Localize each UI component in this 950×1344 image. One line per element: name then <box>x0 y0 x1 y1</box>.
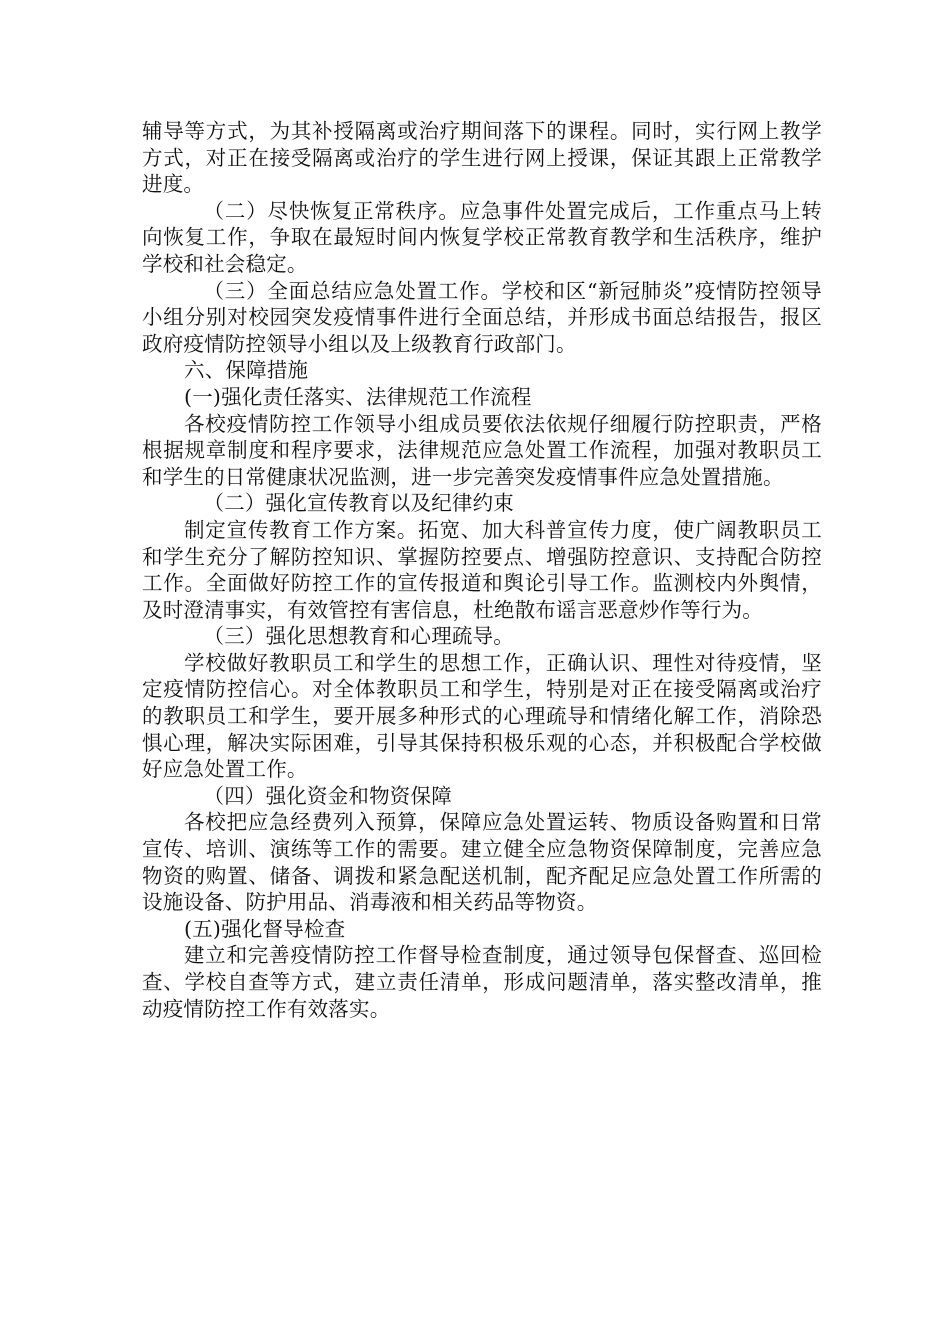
paragraph-psychology: 学校做好教职员工和学生的思想工作，正确认识、理性对待疫情，坚定疫情防控信心。对全体教职员工和学生，特别是对正在接受隔离或治疗的教职员工和学生，要开展多种形式的心理疏导和情绪化解工作，消除恐惧心理，解决实际困难，引导其保持积极乐观的心态，并积极配合学校做好应急处置工作。 <box>142 650 822 782</box>
section-heading: 六、保障措施 <box>184 358 309 383</box>
paragraph-supervision: 建立和完善疫情防控工作督导检查制度，通过领导包保督查、巡回检查、学校自查等方式，建立责任清单，形成问题清单，落实整改清单，推动疫情防控工作有效落实。 <box>142 943 822 1021</box>
paragraph-restore-order: （二）尽快恢复正常秩序。应急事件处置完成后，工作重点马上转向恢复工作，争取在最短时间内恢复学校正常教育教学和生活秩序，维护学校和社会稳定。 <box>142 198 822 276</box>
subheading-publicity: （二）强化宣传教育以及纪律约束 <box>203 491 514 516</box>
paragraph-funding: 各校把应急经费列入预算，保障应急处置运转、物质设备购置和日常宣传、培训、演练等工作的需要。建立健全应急物资保障制度，完善应急物资的购置、储备、调拨和紧急配送机制，配齐配足应急处置工作所需的设施设备、防护用品、消毒液和相关药品等物资。 <box>142 810 822 915</box>
subheading-supervision: (五)强化督导检查 <box>184 916 346 941</box>
paragraph-responsibility: 各校疫情防控工作领导小组成员要依法依规仔细履行防控职责，严格根据规章制度和程序要求，法律规范应急处置工作流程，加强对教职员工和学生的日常健康状况监测，进一步完善突发疫情事件应急处置措施。 <box>142 411 822 489</box>
subheading-psychology: （三）强化思想教育和心理疏导。 <box>203 624 514 649</box>
paragraph-continued: 辅导等方式，为其补授隔离或治疗期间落下的课程。同时，实行网上教学方式，对正在接受隔离或治疗的学生进行网上授课，保证其跟上正常教学进度。 <box>142 119 822 197</box>
subheading-funding: （四）强化资金和物资保障 <box>203 783 452 808</box>
paragraph-summary: （三）全面总结应急处置工作。学校和区“新冠肺炎”疫情防控领导小组分别对校园突发疫情事件进行全面总结，并形成书面总结报告，报区政府疫情防控领导小组以及上级教育行政部门。 <box>142 278 822 356</box>
subheading-responsibility: (一)强化责任落实、法律规范工作流程 <box>184 384 532 409</box>
paragraph-publicity: 制定宣传教育工作方案。拓宽、加大科普宣传力度，使广阔教职员工和学生充分了解防控知识、掌握防控要点、增强防控意识、支持配合防控工作。全面做好防控工作的宣传报道和舆论引导工作。监测校内外舆情，及时澄清事实，有效管控有害信息，杜绝散布谣言恶意炒作等行为。 <box>142 517 822 622</box>
document-body <box>142 118 822 1022</box>
